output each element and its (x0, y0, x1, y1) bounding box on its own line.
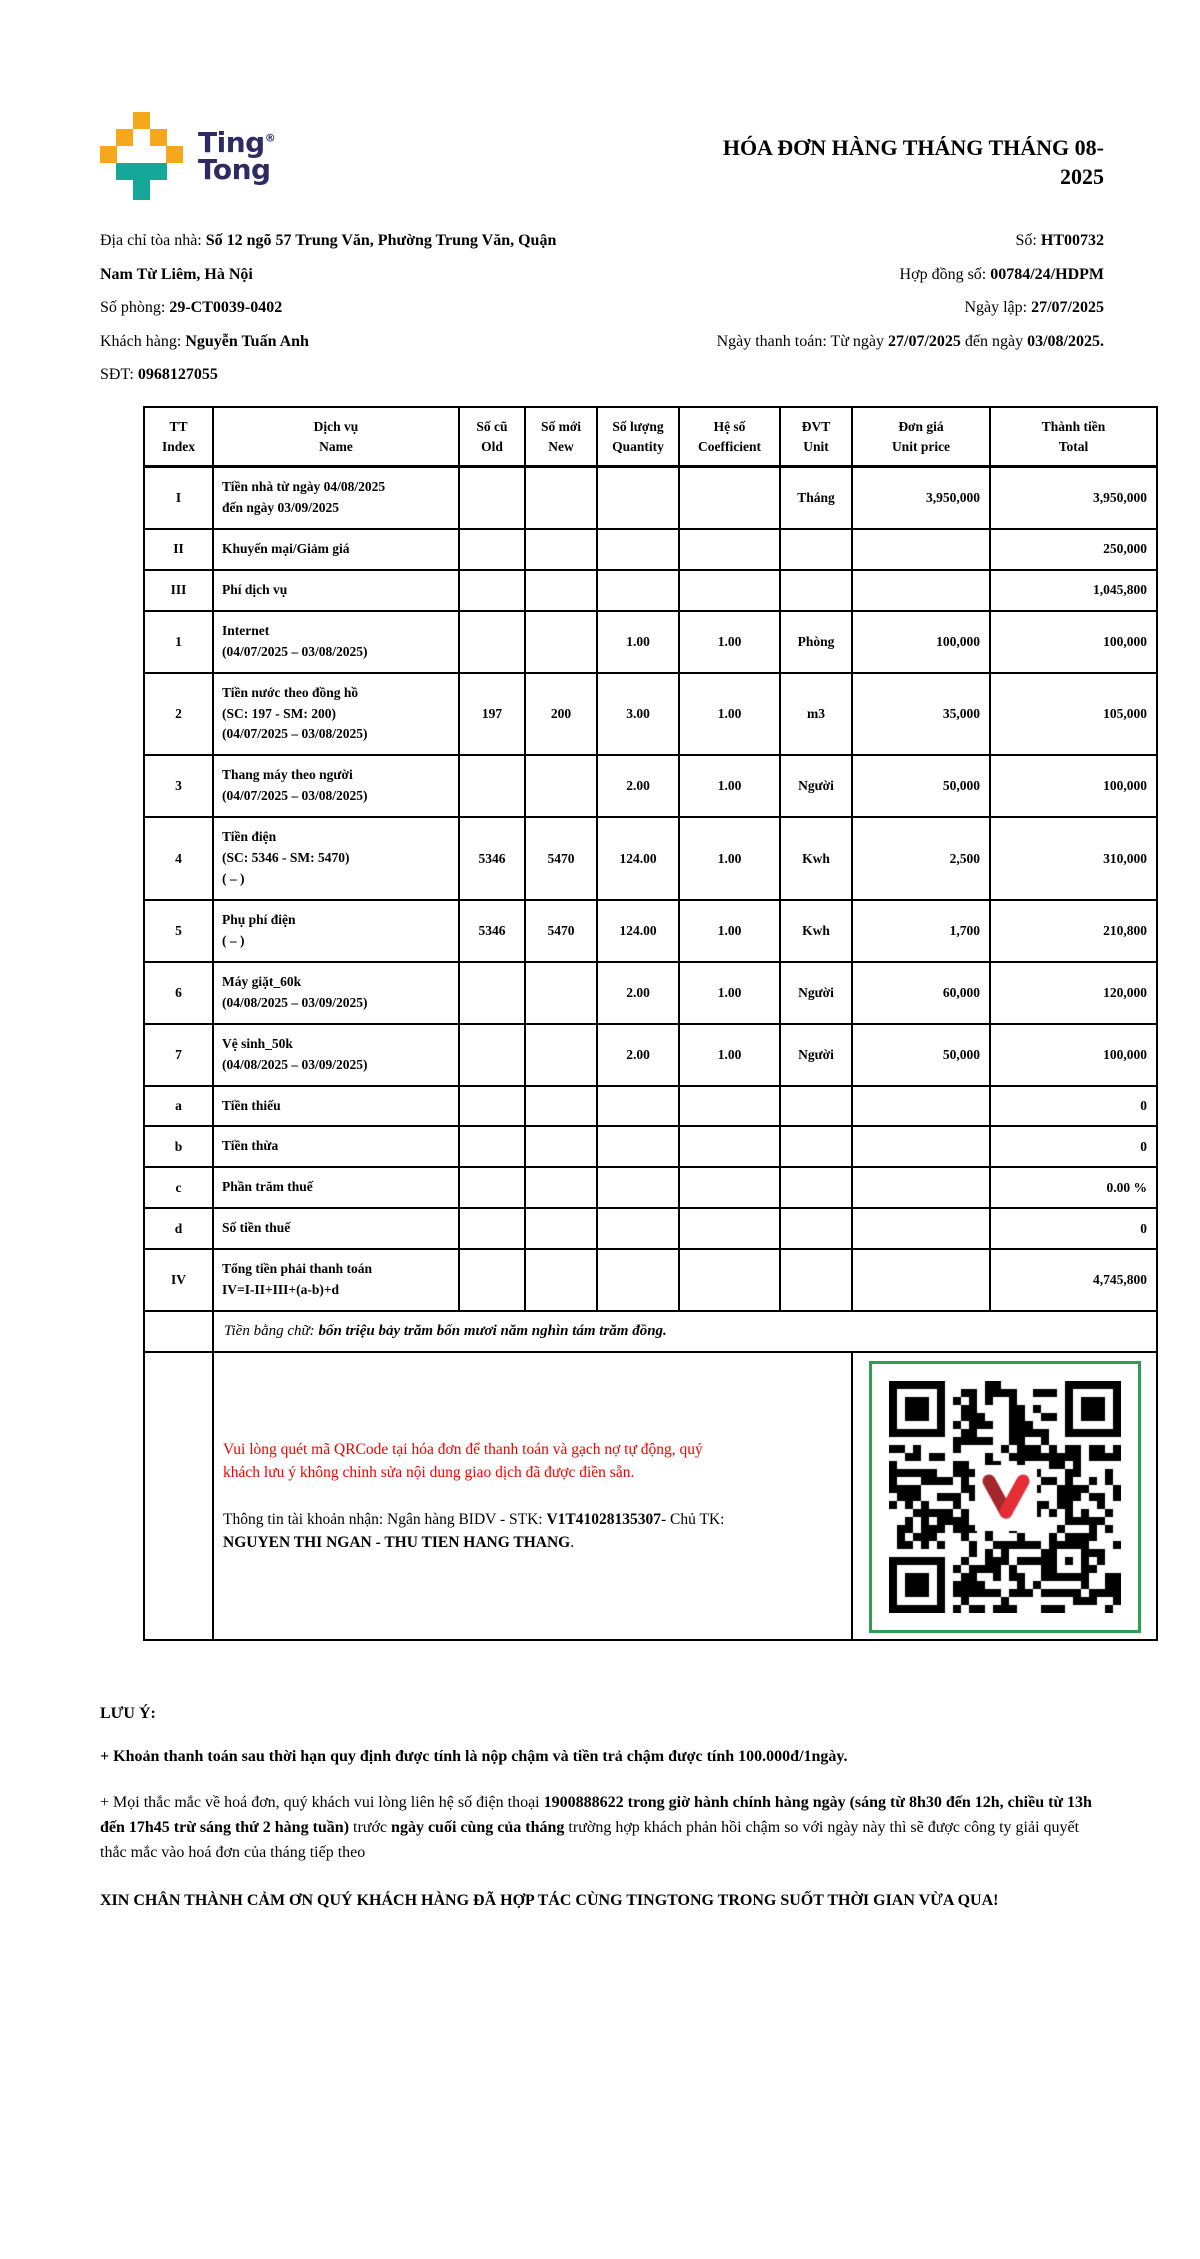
qr-code (869, 1361, 1141, 1633)
cell-quantity: 2.00 (597, 962, 679, 1024)
logo-wordmark (198, 125, 276, 186)
contract-value: 00784/24/HDPM (990, 265, 1104, 283)
cell-service-name: Số tiền thuế (213, 1208, 459, 1249)
invoice-number (580, 224, 1104, 258)
registered-mark: ® (264, 131, 276, 145)
cell-coefficient (679, 1086, 780, 1127)
customer-value: Nguyễn Tuấn Anh (185, 332, 309, 350)
page-header (0, 0, 1200, 200)
cell-unit (780, 529, 852, 570)
cell-quantity: 124.00 (597, 900, 679, 962)
cell-service-name: Tiền thừa (213, 1126, 459, 1167)
logo-square (100, 146, 117, 163)
cell-total: 1,045,800 (990, 570, 1157, 611)
invoice-info (0, 200, 1200, 392)
cell-service-name: Vệ sinh_50k (04/08/2025 – 03/09/2025) (213, 1024, 459, 1086)
cell-coefficient: 1.00 (679, 611, 780, 673)
cell-index: c (144, 1167, 213, 1208)
payment-from-date: 27/07/2025 (888, 332, 961, 350)
cell-coefficient: 1.00 (679, 900, 780, 962)
cell-quantity (597, 1086, 679, 1127)
cell-index: 5 (144, 900, 213, 962)
cell-service-name: Máy giặt_60k (04/08/2025 – 03/09/2025) (213, 962, 459, 1024)
room-number (100, 291, 580, 325)
qr-code-canvas (889, 1381, 1121, 1613)
cell-quantity (597, 1249, 679, 1311)
invoice-number-value: HT00732 (1040, 232, 1104, 249)
column-header: Đơn giá Unit price (852, 407, 990, 467)
logo-square (133, 112, 150, 129)
cell-coefficient: 1.00 (679, 1024, 780, 1086)
amount-in-words-label: Tiền bằng chữ: (224, 1323, 319, 1340)
cell-index: 4 (144, 817, 213, 900)
table-row (144, 673, 1157, 756)
cell-unit-price: 100,000 (852, 611, 990, 673)
cell-index: d (144, 1208, 213, 1249)
account-end: . (570, 1534, 575, 1552)
cell-total: 0 (990, 1208, 1157, 1249)
cell-unit: Kwh (780, 817, 852, 900)
cell-coefficient (679, 467, 780, 529)
hotline-note-mid: trước (349, 1818, 392, 1836)
amount-in-words-row (144, 1311, 1157, 1352)
table-row (144, 755, 1157, 817)
cell-unit: Tháng (780, 467, 852, 529)
logo-teal-stem (133, 180, 150, 200)
contract-number (580, 258, 1104, 292)
qr-row (144, 1352, 1157, 1640)
issue-date-value: 27/07/2025 (1031, 299, 1104, 317)
hotline-note (100, 1791, 1104, 1865)
address-value: Số 12 ngõ 57 Trung Văn, Phường Trung Văn, Quận Nam Từ Liêm, Hà Nội (100, 232, 557, 283)
payment-label: Ngày thanh toán: Từ ngày (716, 332, 889, 350)
cell-old (459, 755, 525, 817)
cell-unit-price: 50,000 (852, 755, 990, 817)
column-header: Số mới New (525, 407, 597, 467)
cell-old (459, 1249, 525, 1311)
tingtong-logo (100, 112, 275, 200)
cell-coefficient: 1.00 (679, 673, 780, 756)
cell-quantity: 1.00 (597, 611, 679, 673)
cell-total: 0.00 % (990, 1167, 1157, 1208)
cell-unit (780, 1086, 852, 1127)
table-row (144, 1024, 1157, 1086)
cell-total: 4,745,800 (990, 1249, 1157, 1311)
customer-name (100, 325, 580, 359)
deadline-text: ngày cuối cùng của tháng (391, 1818, 565, 1836)
cell-unit-price: 1,700 (852, 900, 990, 962)
cell-new (525, 962, 597, 1024)
invoice-title-line1: HÓA ĐƠN HÀNG THÁNG THÁNG 08- (722, 135, 1104, 160)
column-header: TT Index (144, 407, 213, 467)
cell-old (459, 1208, 525, 1249)
hotline-note-end: trường hợp khách phản hồi chậm so với ngày này thì sẽ được công ty giải quyết thắc mắc vào hoá đơn của tháng tiếp theo (100, 1818, 1080, 1861)
cell-quantity: 2.00 (597, 1024, 679, 1086)
cell-unit: Người (780, 755, 852, 817)
cell-index: I (144, 467, 213, 529)
cell-index: 6 (144, 962, 213, 1024)
cell-service-name: Phụ phí điện ( – ) (213, 900, 459, 962)
cell-service-name: Internet (04/07/2025 – 03/08/2025) (213, 611, 459, 673)
cell-total: 210,800 (990, 900, 1157, 962)
cell-unit (780, 1126, 852, 1167)
cell-new (525, 1126, 597, 1167)
table-row (144, 611, 1157, 673)
cell-new (525, 1249, 597, 1311)
cell-service-name: Tiền thiếu (213, 1086, 459, 1127)
cell-total: 0 (990, 1126, 1157, 1167)
cell-quantity (597, 529, 679, 570)
cell-total: 105,000 (990, 673, 1157, 756)
cell-coefficient (679, 1126, 780, 1167)
cell-total: 100,000 (990, 611, 1157, 673)
account-holder: NGUYEN THI NGAN - THU TIEN HANG THANG (223, 1534, 571, 1552)
column-header: Số cũ Old (459, 407, 525, 467)
invoice-meta (580, 224, 1104, 392)
table-row (144, 817, 1157, 900)
cell-old: 5346 (459, 900, 525, 962)
cell-unit-price: 3,950,000 (852, 467, 990, 529)
cell-new (525, 1086, 597, 1127)
cell-new (525, 529, 597, 570)
payment-period (580, 325, 1104, 359)
cell-total: 3,950,000 (990, 467, 1157, 529)
account-number: V1T41028135307 (546, 1511, 661, 1529)
cell-old: 197 (459, 673, 525, 756)
cell-quantity: 124.00 (597, 817, 679, 900)
cell-unit-price (852, 570, 990, 611)
cell-old (459, 1167, 525, 1208)
cell-unit-price (852, 1208, 990, 1249)
address-label: Địa chỉ tòa nhà: (100, 232, 206, 249)
cell-quantity (597, 1208, 679, 1249)
cell-service-name: Phần trăm thuế (213, 1167, 459, 1208)
cell-coefficient: 1.00 (679, 962, 780, 1024)
cell-unit-price: 50,000 (852, 1024, 990, 1086)
cell-unit: Người (780, 962, 852, 1024)
cell-old (459, 611, 525, 673)
column-header: Dịch vụ Name (213, 407, 459, 467)
cell-coefficient: 1.00 (679, 755, 780, 817)
cell-new: 5470 (525, 900, 597, 962)
cell-quantity (597, 1167, 679, 1208)
qr-instruction-text: Vui lòng quét mã QRCode tại hóa đơn để thanh toán và gạch nợ tự động, quý khách lưu ý không chỉnh sửa nội dung giao dịch đã được điền sẵn. (223, 1440, 703, 1481)
column-header: Thành tiền Total (990, 407, 1157, 467)
late-payment-note: + Khoản thanh toán sau thời hạn quy định được tính là nộp chậm và tiền trả chậm được tính 100.000đ/1ngày. (100, 1748, 848, 1766)
cell-old (459, 467, 525, 529)
cell-quantity (597, 467, 679, 529)
tingtong-logo-icon (100, 112, 182, 200)
table-row (144, 1208, 1157, 1249)
hotline-number-hours: 1900888622 trong giờ hành chính hàng ngày (sáng từ 8h30 đến 12h, chiều từ 13h đến 17h45 trừ sáng thứ 2 hàng tuần) (100, 1794, 1092, 1836)
building-address (100, 224, 580, 291)
room-label: Số phòng: (100, 299, 170, 317)
cell-index: 2 (144, 673, 213, 756)
cell-service-name: Phí dịch vụ (213, 570, 459, 611)
cell-new (525, 1167, 597, 1208)
cell-unit-price: 60,000 (852, 962, 990, 1024)
invoice-table (143, 406, 1158, 1641)
table-row (144, 1126, 1157, 1167)
cell-coefficient: 1.00 (679, 817, 780, 900)
cell-index: III (144, 570, 213, 611)
issue-date-label: Ngày lập: (964, 299, 1032, 317)
room-value: 29-CT0039-0402 (169, 299, 283, 317)
cell-service-name: Tiền điện (SC: 5346 - SM: 5470) ( – ) (213, 817, 459, 900)
cell-total: 100,000 (990, 755, 1157, 817)
cell-total: 250,000 (990, 529, 1157, 570)
logo-square (166, 146, 183, 163)
cell-unit-price (852, 1086, 990, 1127)
cell-new: 5470 (525, 817, 597, 900)
cell-quantity (597, 1126, 679, 1167)
empty-index-cell (144, 1352, 213, 1640)
cell-unit-price (852, 1249, 990, 1311)
column-header: Số lượng Quantity (597, 407, 679, 467)
cell-index: 3 (144, 755, 213, 817)
notes-heading: LƯU Ý: (100, 1705, 156, 1723)
table-row (144, 1167, 1157, 1208)
cell-old (459, 570, 525, 611)
customer-label: Khách hàng: (100, 332, 186, 350)
table-row (144, 1086, 1157, 1127)
cell-old (459, 962, 525, 1024)
cell-coefficient (679, 1249, 780, 1311)
cell-index: 1 (144, 611, 213, 673)
cell-coefficient (679, 570, 780, 611)
cell-old (459, 1024, 525, 1086)
qr-code-cell (852, 1352, 1157, 1640)
cell-unit: Kwh (780, 900, 852, 962)
cell-unit (780, 1249, 852, 1311)
payment-to-date: 03/08/2025. (1027, 332, 1104, 350)
cell-service-name: Tổng tiền phải thanh toán IV=I-II+III+(a-b)+d (213, 1249, 459, 1311)
cell-index: a (144, 1086, 213, 1127)
cell-unit-price: 35,000 (852, 673, 990, 756)
cell-unit: Người (780, 1024, 852, 1086)
cell-service-name: Tiền nước theo đồng hồ (SC: 197 - SM: 200) (04/07/2025 – 03/08/2025) (213, 673, 459, 756)
empty-index-cell (144, 1311, 213, 1352)
column-header: ĐVT Unit (780, 407, 852, 467)
invoice-number-label: Số: (1015, 232, 1041, 249)
cell-unit: m3 (780, 673, 852, 756)
cell-total: 120,000 (990, 962, 1157, 1024)
cell-old: 5346 (459, 817, 525, 900)
account-mid-label: - Chủ TK: (661, 1511, 725, 1529)
cell-index: IV (144, 1249, 213, 1311)
cell-coefficient (679, 529, 780, 570)
logo-word-tong: Tong (198, 153, 271, 186)
cell-unit-price: 2,500 (852, 817, 990, 900)
cell-index: b (144, 1126, 213, 1167)
phone-value: 0968127055 (137, 366, 218, 384)
cell-old (459, 1126, 525, 1167)
table-row (144, 529, 1157, 570)
footer-notes (0, 1641, 1200, 1913)
customer-phone (100, 358, 580, 392)
amount-in-words-cell (213, 1311, 1157, 1352)
cell-unit-price (852, 1167, 990, 1208)
cell-unit (780, 1208, 852, 1249)
cell-new (525, 755, 597, 817)
cell-total: 0 (990, 1086, 1157, 1127)
contract-label: Hợp đồng số: (899, 265, 991, 283)
cell-new (525, 611, 597, 673)
cell-index: 7 (144, 1024, 213, 1086)
cell-service-name: Tiền nhà từ ngày 04/08/2025 đến ngày 03/09/2025 (213, 467, 459, 529)
amount-in-words-value: bốn triệu bảy trăm bốn mươi năm nghìn tám trăm đồng. (318, 1323, 667, 1340)
building-info (100, 224, 580, 392)
cell-service-name: Khuyến mại/Giảm giá (213, 529, 459, 570)
cell-new (525, 570, 597, 611)
cell-quantity: 2.00 (597, 755, 679, 817)
thank-you-message: XIN CHÂN THÀNH CẢM ƠN QUÝ KHÁCH HÀNG ĐÃ HỢP TÁC CÙNG TINGTONG TRONG SUỐT THỜI GIAN VỪA QUA! (100, 1892, 999, 1910)
cell-unit-price (852, 529, 990, 570)
cell-service-name: Thang máy theo người (04/07/2025 – 03/08/2025) (213, 755, 459, 817)
invoice-title-line2: 2025 (1060, 163, 1104, 189)
table-header-row (144, 407, 1157, 467)
cell-quantity (597, 570, 679, 611)
table-row (144, 570, 1157, 611)
cell-total: 100,000 (990, 1024, 1157, 1086)
invoice-title (723, 134, 1104, 191)
logo-square (150, 129, 167, 146)
payment-instructions-cell (213, 1352, 852, 1640)
account-label: Thông tin tài khoản nhận: Ngân hàng BIDV - STK: (223, 1511, 547, 1529)
hotline-note-text: + Mọi thắc mắc về hoá đơn, quý khách vui lòng liên hệ số điện thoại (100, 1794, 544, 1812)
cell-new (525, 1024, 597, 1086)
cell-unit (780, 1167, 852, 1208)
logo-teal-bar (116, 163, 167, 180)
payment-mid-label: đến ngày (960, 332, 1028, 350)
cell-coefficient (679, 1208, 780, 1249)
table-row (144, 467, 1157, 529)
cell-total: 310,000 (990, 817, 1157, 900)
cell-unit (780, 570, 852, 611)
cell-old (459, 1086, 525, 1127)
cell-old (459, 529, 525, 570)
column-header: Hệ số Coefficient (679, 407, 780, 467)
cell-new (525, 1208, 597, 1249)
cell-quantity: 3.00 (597, 673, 679, 756)
cell-new: 200 (525, 673, 597, 756)
cell-index: II (144, 529, 213, 570)
account-info-text (223, 1508, 731, 1555)
table-row (144, 962, 1157, 1024)
cell-new (525, 467, 597, 529)
table-row (144, 900, 1157, 962)
phone-label: SĐT: (100, 366, 138, 384)
table-row (144, 1249, 1157, 1311)
cell-coefficient (679, 1167, 780, 1208)
logo-square (116, 129, 133, 146)
cell-unit-price (852, 1126, 990, 1167)
logo-word-ting: Ting (198, 125, 265, 159)
cell-unit: Phòng (780, 611, 852, 673)
issue-date (580, 291, 1104, 325)
